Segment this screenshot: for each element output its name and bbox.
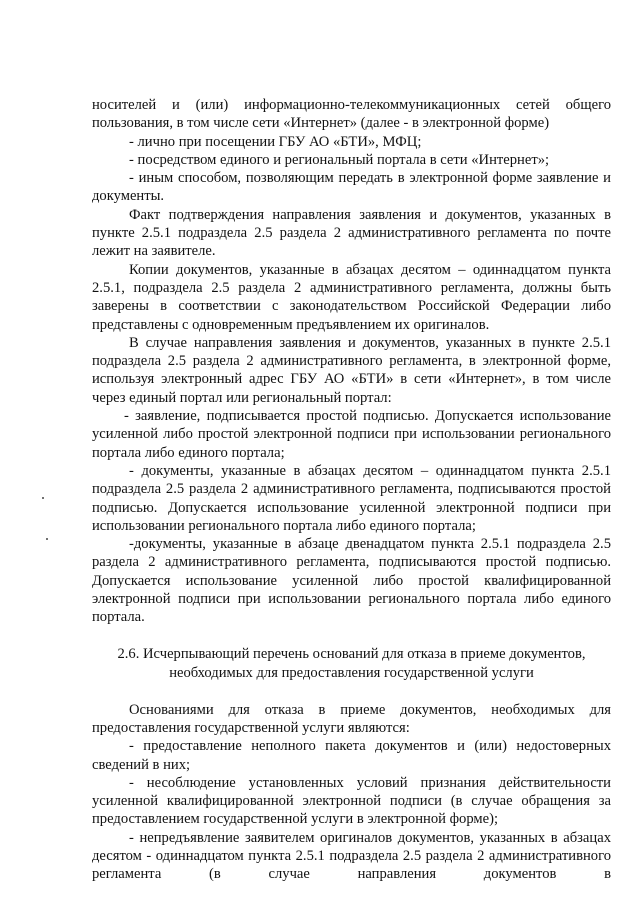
list-item: -документы, указанные в абзаце двенадцатом пункта 2.5.1 подраздела 2.5 раздела 2 административного регламента, подписываются простой подписью. Допускается использование усиленной либо простой квалифицированной электронной подписи при использовании регионального портала либо единого портала.	[92, 536, 611, 626]
section-heading-line-1: 2.6. Исчерпывающий перечень оснований для отказа в приеме документов,	[117, 645, 586, 662]
scan-speck	[42, 497, 44, 499]
scan-speck	[46, 538, 48, 540]
paragraph: Копии документов, указанные в абзацах десятом – одиннадцатом пункта 2.5.1, подраздела 2.5 раздела 2 административного регламента, должны быть заверены в соответствии с законодательством Российской Федерации либо представлены с одновременным предъявлением их оригиналов.	[92, 261, 611, 333]
spacer	[92, 683, 611, 701]
paragraph: носителей и (или) информационно-телекоммуникационных сетей общего пользования, в том числе сети «Интернет» (далее - в электронной форме)	[92, 97, 611, 132]
list-item: - непредъявление заявителем оригиналов документов, указанных в абзацах десятом - одиннадцатом пункта 2.5.1 подраздела 2.5 раздела 2 административного регламента (в случае направления документов в	[92, 829, 611, 883]
list-item: - несоблюдение установленных условий признания действительности усиленной квалифицированной электронной подписи (в случае обращения за предоставлением государственной услуги в электронной форме);	[92, 774, 611, 828]
paragraph: Основаниями для отказа в приеме документов, необходимых для предоставления государственной услуги являются:	[92, 701, 611, 736]
list-item: - иным способом, позволяющим передать в электронной форме заявление и документы.	[92, 170, 611, 205]
list-item: - посредством единого и региональный портала в сети «Интернет»;	[129, 151, 550, 168]
list-item: - заявление, подписывается простой подписью. Допускается использование усиленной либо простой электронной подписи при использовании регионального портала либо единого портала;	[92, 408, 611, 461]
paragraph: В случае направления заявления и документов, указанных в пункте 2.5.1 подраздела 2.5 раздела 2 административного регламента, в электронной форме, используя электронный адрес ГБУ АО «БТИ» в сети «Интернет», в том числе через единый портал или региональный портал:	[92, 334, 611, 406]
section-heading-line-2: необходимых для предоставления государственной услуги	[169, 664, 534, 681]
paragraph: Факт подтверждения направления заявления и документов, указанных в пункте 2.5.1 подраздела 2.5 раздела 2 административного регламента по почте лежит на заявителе.	[92, 206, 611, 260]
list-item: - документы, указанные в абзацах десятом – одиннадцатом пункта 2.5.1 подраздела 2.5 раздела 2 административного регламента, подписываются простой подписью. Допускается использование усиленной электронной подписи при использовании регионального портала либо единого портала;	[92, 462, 611, 534]
list-item: - лично при посещении ГБУ АО «БТИ», МФЦ;	[129, 133, 422, 150]
document-body	[92, 96, 611, 884]
spacer	[92, 627, 611, 645]
list-item: - предоставление неполного пакета документов и (или) недостоверных сведений в них;	[92, 738, 611, 773]
